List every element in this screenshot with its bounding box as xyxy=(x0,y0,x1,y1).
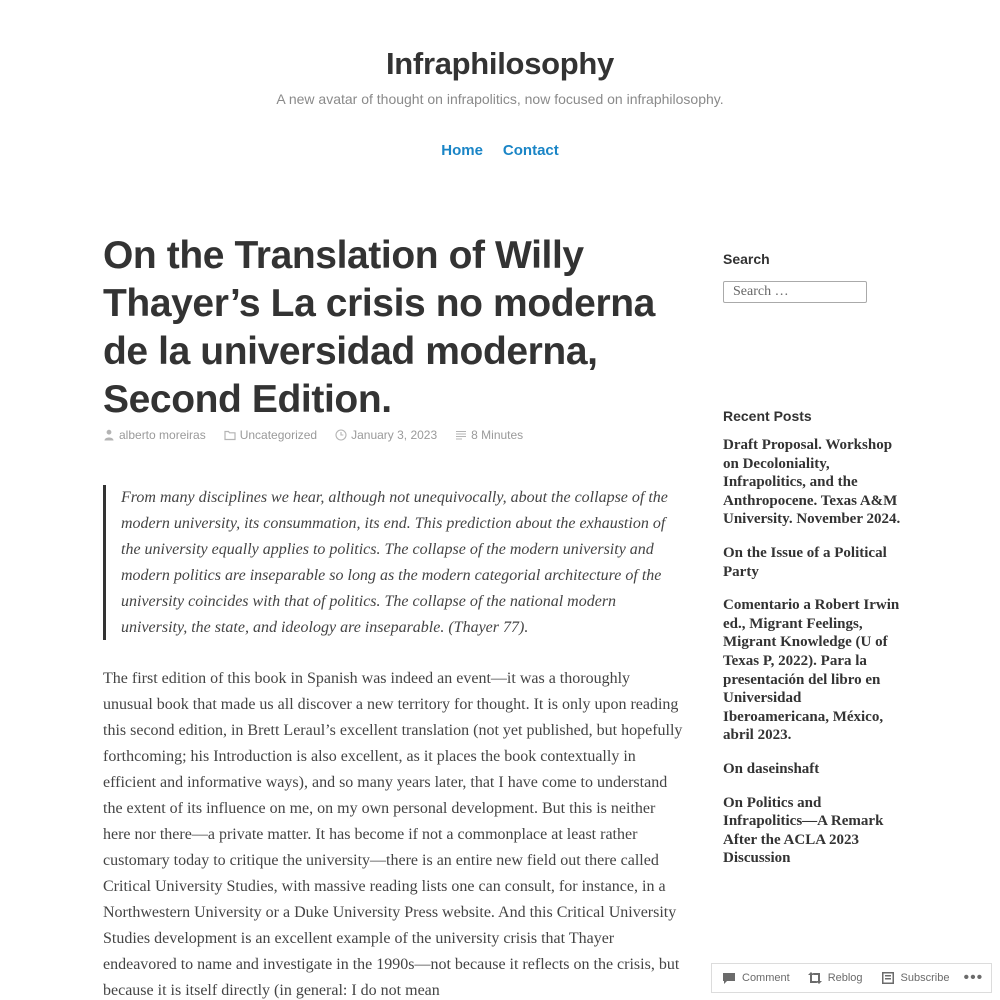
recent-post-link[interactable]: On daseinshaft xyxy=(723,760,820,777)
list-item xyxy=(723,544,901,581)
meta-author xyxy=(103,428,206,442)
reblog-label: Reblog xyxy=(827,972,863,984)
category-link[interactable]: Uncategorized xyxy=(239,428,318,442)
more-options-icon[interactable]: ••• xyxy=(963,969,984,986)
list-item xyxy=(723,596,901,745)
meta-reading-time xyxy=(455,428,523,442)
main-navigation xyxy=(0,142,1000,159)
reblog-icon xyxy=(808,971,822,985)
list-item xyxy=(723,436,901,529)
recent-posts-list xyxy=(723,436,901,883)
subscribe-icon xyxy=(881,971,895,985)
subscribe-button[interactable] xyxy=(881,971,950,985)
comment-label: Comment xyxy=(742,972,790,984)
reblog-button[interactable] xyxy=(808,971,863,985)
site-title[interactable]: Infraphilosophy xyxy=(385,46,614,81)
post-paragraph: The first edition of this book in Spanish was indeed an event—it was a thoroughly unusual book that made us all discover a new territory for thought. It is only upon reading this second edition, in Brett Leraul’s excellent translation (not yet published, but hopefully forthcoming; his Introduction is also excellent, as it places the book contextually in efficient and informative ways), and so many years later, that I have come to understand the extent of its influence on me, on my own personal development. But this is neither here nor there—a private matter. It has become if not a commonplace at least rather customary today to critique the university—there is an entire new field out there called Critical University Studies, with massive reading lists one can consult, for instance, in a Northwestern University or a Duke University Press website. And this Critical University Studies development is an excellent example of the university crisis that Thayer endeavored to name and investigate in the 1990s—not because it reflects on the crisis, but because it is itself directly (in general: I do not mean xyxy=(103,670,683,999)
clock-icon xyxy=(335,429,347,441)
meta-category xyxy=(224,428,317,442)
speech-bubble-icon xyxy=(722,971,736,985)
post-content xyxy=(103,232,683,424)
person-icon xyxy=(103,429,115,441)
post-blockquote xyxy=(103,485,678,640)
recent-posts-title: Recent Posts xyxy=(723,408,812,424)
list-item xyxy=(723,794,901,868)
reading-time: 8 Minutes xyxy=(471,428,524,442)
meta-date xyxy=(335,428,437,442)
comment-button[interactable] xyxy=(722,971,790,985)
action-bar xyxy=(711,963,992,993)
recent-post-link[interactable]: On the Issue of a Political Party xyxy=(723,544,887,580)
post-body xyxy=(103,666,683,1000)
post-meta xyxy=(103,428,541,442)
list-icon xyxy=(455,429,467,441)
recent-post-link[interactable]: On Politics and Infrapolitics—A Remark After the ACLA 2023 Discussion xyxy=(723,794,884,867)
recent-post-link[interactable]: Draft Proposal. Workshop on Decoloniality, Infrapolitics, and the Anthropocene. Texas A&M University. November 2024. xyxy=(723,437,901,528)
search-widget-title: Search xyxy=(723,251,770,267)
post-title: On the Translation of Willy Thayer’s La crisis no moderna de la universidad moderna, Second Edition. xyxy=(103,234,655,421)
folder-icon xyxy=(224,429,236,441)
author-link[interactable]: alberto moreiras xyxy=(119,428,206,442)
nav-contact-link[interactable]: Contact xyxy=(502,142,559,159)
date-link[interactable]: January 3, 2023 xyxy=(351,428,438,442)
search-input[interactable] xyxy=(723,281,867,303)
recent-post-link[interactable]: Comentario a Robert Irwin ed., Migrant Feelings, Migrant Knowledge (U of Texas P, 2022). Para la presentación del libro en Universidad Iberoamericana, México, abril 2023. xyxy=(723,597,900,744)
subscribe-label: Subscribe xyxy=(900,972,950,984)
nav-home-link[interactable]: Home xyxy=(441,142,483,159)
blockquote-text: From many disciplines we hear, although not unequivocally, about the collapse of the modern university, its consummation, its end. This prediction about the exhaustion of the university equally applies to politics. The collapse of the modern university and modern politics are inseparable so long as the modern categorial architecture of the university coincides with that of politics. The collapse of the national modern university, the state, and ideology are inseparable. (Thayer 77). xyxy=(121,489,668,636)
site-tagline: A new avatar of thought on infrapolitics, now focused on infraphilosophy. xyxy=(276,91,724,107)
list-item xyxy=(723,760,901,779)
